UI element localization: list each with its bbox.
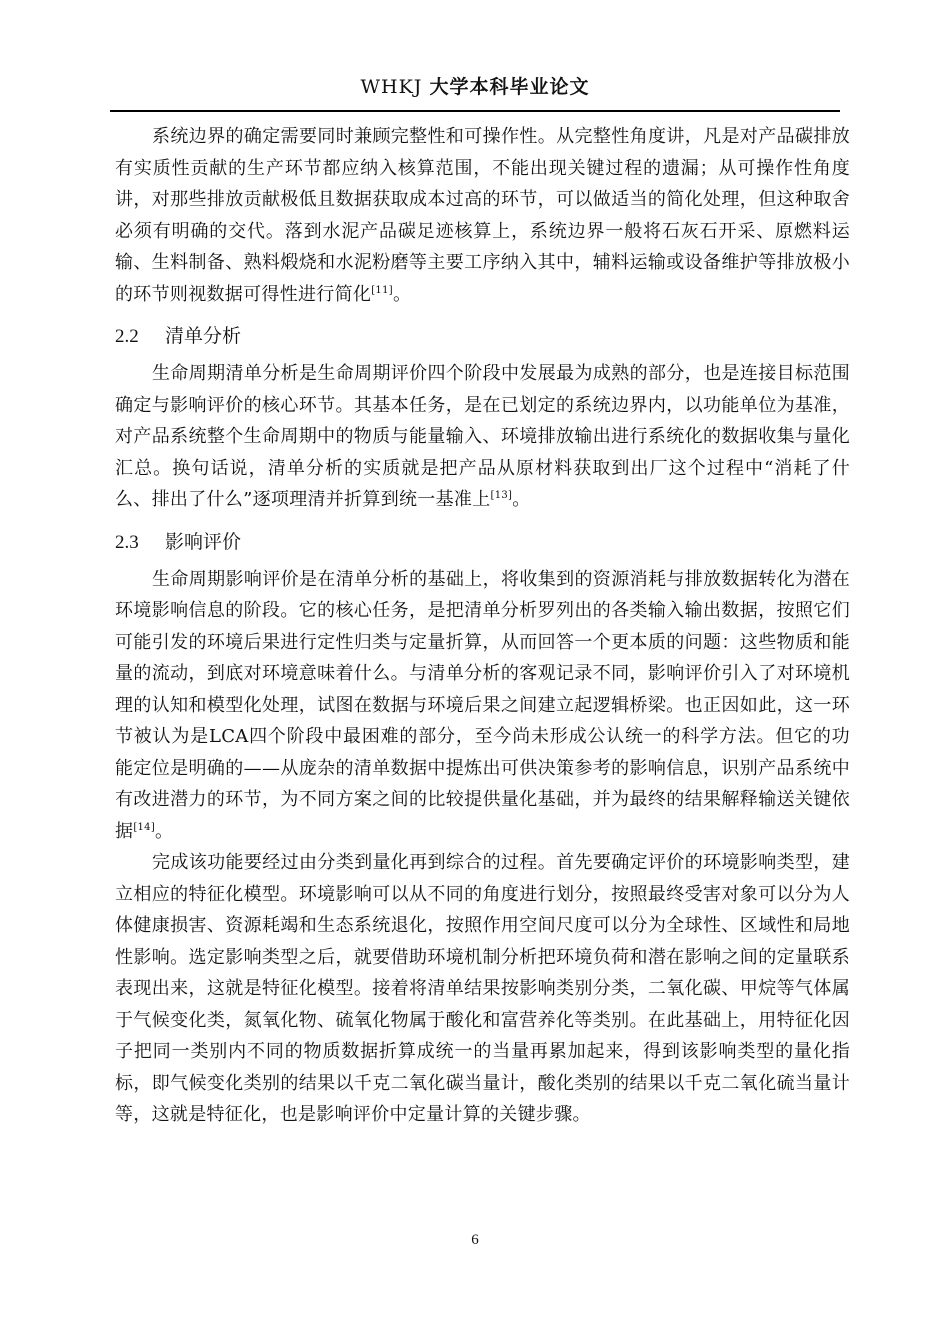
citation-ref: [14] <box>133 821 156 833</box>
paragraph-text: 生命周期影响评价是在清单分析的基础上，将收集到的资源消耗与排放数据转化为潜在环境影响信息的阶段。它的核心任务，是把清单分析罗列出的各类输入输出数据，按照它们可能引发的环境后果进行定性归类与定量折算，从而回答一个更本质的问题：这些物质和能量的流动，到底对环境意味着什么。与清单分析的客观记录不同，影响评价引入了对环境机理的认知和模型化处理，试图在数据与环境后果之间建立起逻辑桥梁。也正因如此，这一环节被认为是LCA四个阶段中最困难的部分，至今尚未形成公认统一的科学方法。但它的功能定位是明确的——从庞杂的清单数据中提炼出可供决策参考的影响信息，识别产品系统中有改进潜力的环节，为不同方案之间的比较提供量化基础，并为最终的结果解释输送关键依据 <box>115 568 850 842</box>
paragraph-end: 。 <box>512 489 531 510</box>
section-title: 清单分析 <box>165 325 242 347</box>
page-content <box>115 121 850 1131</box>
paragraph-characterization <box>115 847 850 1131</box>
paragraph-end: 。 <box>392 283 412 305</box>
paragraph-text: 完成该功能要经过由分类到量化再到综合的过程。首先要确定评价的环境影响类型，建立相应的特征化模型。环境影响可以从不同的角度进行划分，按照最终受害对象可以分为人体健康损害、资源耗竭和生态系统退化，按照作用空间尺度可以分为全球性、区域性和局地性影响。选定影响类型之后，就要借助环境机制分析把环境负荷和潜在影响之间的定量联系表现出来，这就是特征化模型。接着将清单结果按影响类别分类，二氧化碳、甲烷等气体属于气候变化类，氮氧化物、硫氧化物属于酸化和富营养化等类别。在此基础上，用特征化因子把同一类别内不同的物质数据折算成统一的当量再累加起来，得到该影响类型的量化指标，即气候变化类别的结果以千克二氧化碳当量计，酸化类别的结果以千克二氧化硫当量计等，这就是特征化，也是影响评价中定量计算的关键步骤。 <box>115 852 850 1125</box>
page-number: 6 <box>471 1232 479 1248</box>
header-title: 大学本科毕业论文 <box>429 76 590 98</box>
citation-ref: [11] <box>371 284 393 296</box>
citation-ref: [13] <box>490 490 513 501</box>
header-prefix: WHKJ <box>360 76 423 98</box>
section-number: 2.3 <box>115 531 139 553</box>
section-number: 2.2 <box>115 326 139 347</box>
section-heading-2-2 <box>115 316 850 356</box>
paragraph-inventory-analysis <box>115 358 850 516</box>
paragraph-text: 生命周期清单分析是生命周期评价四个阶段中发展最为成熟的部分，也是连接目标范围确定与影响评价的核心环节。其基本任务，是在已划定的系统边界内，以功能单位为基准，对产品系统整个生命周期中的物质与能量输入、环境排放输出进行系统化的数据收集与量化汇总。换句话说，清单分析的实质就是把产品从原材料获取到出厂这个过程中“消耗了什么、排出了什么”逐项理清并折算到统一基准上 <box>115 363 850 510</box>
paragraph-impact-assessment <box>115 564 850 848</box>
page-header <box>110 72 840 99</box>
paragraph-system-boundary <box>115 121 850 310</box>
section-heading-2-3 <box>115 522 850 562</box>
paragraph-end: 。 <box>155 820 174 842</box>
paragraph-text: 系统边界的确定需要同时兼顾完整性和可操作性。从完整性角度讲，凡是对产品碳排放有实质性贡献的生产环节都应纳入核算范围，不能出现关键过程的遗漏；从可操作性角度讲，对那些排放贡献极低且数据获取成本过高的环节，可以做适当的简化处理，但这种取舍必须有明确的交代。落到水泥产品碳足迹核算上，系统边界一般将石灰石开采、原燃料运输、生料制备、熟料煅烧和水泥粉磨等主要工序纳入其中，辅料运输或设备维护等排放极小的环节则视数据可得性进行简化 <box>115 126 850 305</box>
header-rule <box>110 110 840 112</box>
section-title: 影响评价 <box>165 530 242 553</box>
